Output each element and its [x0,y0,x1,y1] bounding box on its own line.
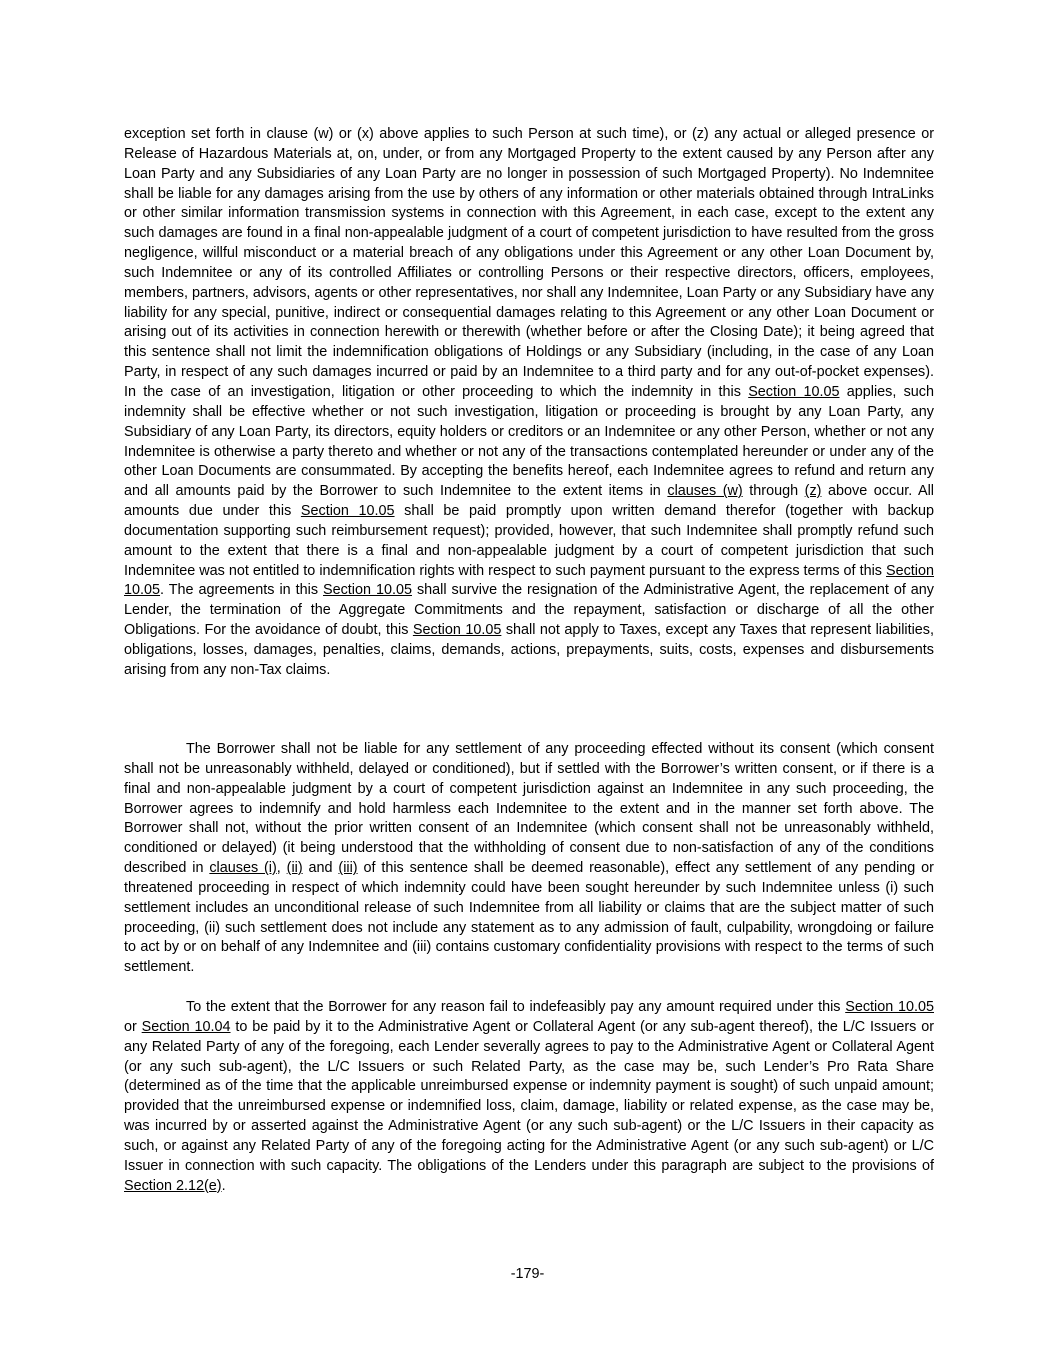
section-reference: Section 10.05 [300,503,395,520]
text-run: shall not apply to Taxes, except any Taxes that represent liabilities, obligations, losses, damages, penalties, claims, demands, actions, prepayments, suits, costs, expenses and disbursements arising from any non-Tax claims. [124,622,934,678]
text-run: , [276,860,287,877]
paragraph-lender-reimbursement [124,998,934,1196]
section-reference: Section 10.05 [323,582,412,599]
text-run: or [124,1018,142,1035]
text-run: above occur. All amounts due under this [124,483,934,520]
text-run: and [302,860,339,877]
section-reference: Section 10.05 [412,622,502,639]
text-run: to be paid by it to the Administrative Agent or Collateral Agent (or any sub-agent thereof), the L/C Issuers or any Related Party of any of the foregoing, each Lender severally agrees to pay to the Administrative Agent or Collateral Agent (or any such sub-agent), the L/C Issuers or such Related Party, as the case may be, such Lender’s Pro Rata Share (determined as of the time that the applicable unreimbursed expense or indemnity payment is sought) of such unpaid amount; provided that the unreimbursed expense or indemnified loss, claim, damage, liability or related expense, as the case may be, was incurred by or asserted against the Administrative Agent (or any such sub-agent) or the L/C Issuers in their capacity as such, or against any Related Party of any of the foregoing acting for the Administrative Agent (or any such sub-agent) or L/C Issuer in connection with such capacity. The obligations of the Lenders under this paragraph are subject to the provisions of [124,1018,934,1174]
section-reference: Section 2.12(e) [124,1177,222,1194]
clause-reference: clauses (w) [667,483,743,500]
section-reference: Section 10.05 [845,999,934,1015]
section-reference: Section 10.05 [124,562,934,599]
text-run: shall survive the resignation of the Administrative Agent, the replacement of any Lender, the termination of the Aggregate Commitments and the repayment, satisfaction or discharge of all the other Obligations. For the avoidance of doubt, this [124,582,934,639]
text-run: The Borrower shall not be liable for any settlement of any proceeding effected without its consent (which consent shall not be unreasonably withheld, delayed or conditioned), but if settled with the Borrower’s written consent, or if there is a final and non-appealable judgment by a court of competent jurisdiction against an Indemnitee in any such proceeding, the Borrower agrees to indemnify and hold harmless each Indemnitee to the extent and in the manner set forth above. The Borrower shall not, without the prior written consent of an Indemnitee (which consent shall not be unreasonably withheld, conditioned or delayed) (it being understood that the withholding of consent due to non-satisfaction of any of the conditions described in [124,741,934,877]
text-run: exception set forth in clause (w) or (x) above applies to such Person at such time), or (z) any actual or alleged presence or Release of Hazardous Materials at, on, under, or from any Mortgaged Property to the extent caused by any Person after any Loan Party and any Subsidiaries of any Loan Party are no longer in possession of such Mortgaged Property). No Indemnitee shall be liable for any damages arising from the use by others of any information or other materials obtained through IntraLinks or other similar information transmission systems in connection with this Agreement, in each case, except to the extent any such damages are found in a final non-appealable judgment of a court of competent jurisdiction to have resulted from the gross negligence, willful misconduct or a material breach of any obligations under this Agreement or any other Loan Document by, such Indemnitee or any of its controlled Affiliates or controlling Persons or their respective directors, officers, employees, members, partners, advisors, agents or other representatives, nor shall any Indemnitee, Loan Party or any Subsidiary have any liability for any special, punitive, indirect or consequential damages relating to this Agreement or any other Loan Document or arising out of its activities in connection herewith or therewith (whether before or after the Closing Date); it being agreed that this sentence shall not limit the indemnification obligations of Holdings or any Subsidiary (including, in the case of any Loan Party, in respect of any such damages incurred or paid by an Indemnitee to a third party and for any out-of-pocket expenses). In the case of an investigation, litigation or other proceeding to which the indemnity in this [124,126,934,400]
clause-reference: (iii) [338,860,358,877]
clause-reference: clauses (i) [209,860,277,877]
text-run: To the extent that the Borrower for any reason fail to indefeasibly pay any amount required under this [186,999,846,1015]
text-run: through [742,483,805,500]
section-reference: Section 10.04 [141,1018,231,1035]
page-number: -179- [510,1266,545,1282]
text-run: . [221,1177,226,1194]
text-run: shall be paid promptly upon written demand therefor (together with backup documentation supporting such reimbursement request); provided, however, that such Indemnitee shall promptly refund such amount to the extent that there is a final and non-appealable judgment by a court of competent jurisdiction that such Indemnitee was not entitled to indemnification rights with respect to such payment pursuant to the express terms of this [124,503,934,579]
paragraph-settlement [124,740,934,978]
clause-reference: (ii) [286,860,303,877]
text-run: of this sentence shall be deemed reasonable), effect any settlement of any pending or threatened proceeding in respect of which indemnity could have been sought hereunder by such Indemnitee unless (i) such settlement includes an unconditional release of such Indemnitee from all liability or claims that are the subject matter of such proceeding, (ii) such settlement does not include any statement as to any admission of fault, culpability, wrongdoing or failure to act by or on behalf of any Indemnitee and (iii) contains customary confidentiality provisions with respect to the terms of such settlement. [124,860,934,976]
clause-reference: (z) [804,483,822,500]
section-reference: Section 10.05 [748,383,840,400]
paragraph-indemnity-continued [124,125,934,681]
text-run: . The agreements in this [160,582,323,599]
text-run: applies, such indemnity shall be effective whether or not such investigation, litigation or proceeding is brought by any Loan Party, any Subsidiary of any Loan Party, its directors, equity holders or creditors or an Indemnitee or any other Person, whether or not any Indemnitee is otherwise a party thereto and whether or not any of the transactions contemplated hereunder or under any of the other Loan Documents are consummated. By accepting the benefits hereof, each Indemnitee agrees to refund and return any and all amounts paid by the Borrower to such Indemnitee to the extent items in [124,383,935,500]
